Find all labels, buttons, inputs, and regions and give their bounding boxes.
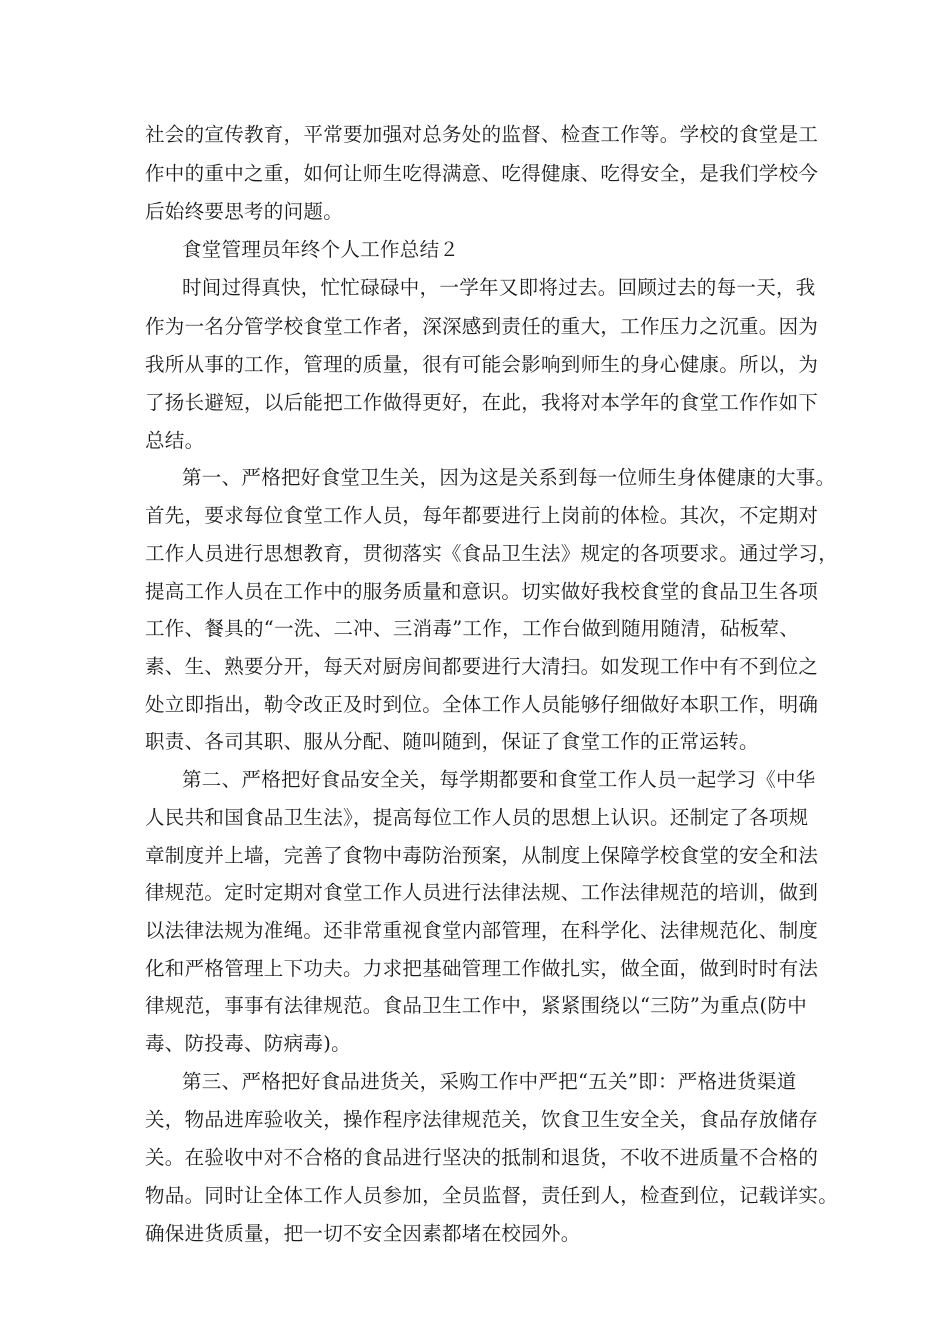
text-line: 章制度并上墙，完善了食物中毒防治预案，从制度上保障学校食堂的安全和法 — [145, 844, 819, 867]
text-line: 人民共和国食品卫生法》，提高每位工作人员的思想上认识。还制定了各项规 — [145, 806, 809, 829]
text-line: 了扬长避短，以后能把工作做得更好，在此，我将对本学年的食堂工作作如下 — [145, 391, 819, 414]
text-line: 第三、严格把好食品进货关，采购工作中严把“五关”即：严格进货渠道 — [182, 1070, 797, 1093]
text-line: 工作、餐具的“一洗、二冲、三消毒”工作，工作台做到随用随清，砧板荤、 — [145, 617, 800, 640]
text-line: 后始终要思考的问题。 — [145, 200, 344, 223]
text-line: 第二、严格把好食品安全关，每学期都要和食堂工作人员一起学习《中华 — [182, 768, 816, 791]
text-line: 时间过得真快，忙忙碌碌中，一学年又即将过去。回顾过去的每一天，我 — [182, 276, 816, 299]
text-line: 素、生、熟要分开，每天对厨房间都要进行大清扫。如发现工作中有不到位之 — [145, 655, 819, 678]
text-line: 第一、严格把好食堂卫生关，因为这是关系到每一位师生身体健康的大事。 — [182, 466, 836, 489]
text-line: 毒、防投毒、防病毒)。 — [145, 1032, 351, 1055]
text-line: 我所从事的工作，管理的质量，很有可能会影响到师生的身心健康。所以，为 — [145, 353, 819, 376]
text-line: 作为一名分管学校食堂工作者，深深感到责任的重大，工作压力之沉重。因为 — [145, 315, 819, 338]
text-line: 律规范。定时定期对食堂工作人员进行法律法规、工作法律规范的培训，做到 — [145, 881, 819, 904]
text-line: 律规范，事事有法律规范。食品卫生工作中，紧紧围绕以“三防”为重点(防中 — [145, 994, 808, 1017]
section-heading: 食堂管理员年终个人工作总结２ — [182, 238, 460, 261]
text-line: 首先，要求每位食堂工作人员，每年都要进行上岗前的体检。其次，不定期对 — [145, 504, 819, 527]
text-line: 以法律法规为准绳。还非常重视食堂内部管理，在科学化、法律规范化、制度 — [145, 919, 819, 942]
text-line: 职责、各司其职、服从分配、随叫随到，保证了食堂工作的正常运转。 — [145, 730, 759, 753]
text-line: 社会的宣传教育，平常要加强对总务处的监督、检查工作等。学校的食堂是工 — [145, 123, 819, 146]
text-line: 作中的重中之重，如何让师生吃得满意、吃得健康、吃得安全，是我们学校今 — [145, 162, 819, 185]
text-line: 物品。同时让全体工作人员参加，全员监督，责任到人，检查到位，记载详实。 — [145, 1184, 839, 1207]
text-line: 工作人员进行思想教育，贯彻落实《食品卫生法》规定的各项要求。通过学习， — [145, 542, 839, 565]
text-line: 关。在验收中对不合格的食品进行坚决的抵制和退货，不收不进质量不合格的 — [145, 1146, 819, 1169]
text-line: 关，物品进库验收关，操作程序法律规范关，饮食卫生安全关，食品存放储存 — [145, 1108, 819, 1131]
text-line: 确保进货质量，把一切不安全因素都堵在校园外。 — [145, 1222, 581, 1245]
text-line: 总结。 — [145, 429, 205, 452]
text-line: 处立即指出，勒令改正及时到位。全体工作人员能够仔细做好本职工作，明确 — [145, 693, 819, 716]
text-line: 提高工作人员在工作中的服务质量和意识。切实做好我校食堂的食品卫生各项 — [145, 580, 819, 603]
text-line: 化和严格管理上下功夫。力求把基础管理工作做扎实，做全面，做到时时有法 — [145, 957, 819, 980]
